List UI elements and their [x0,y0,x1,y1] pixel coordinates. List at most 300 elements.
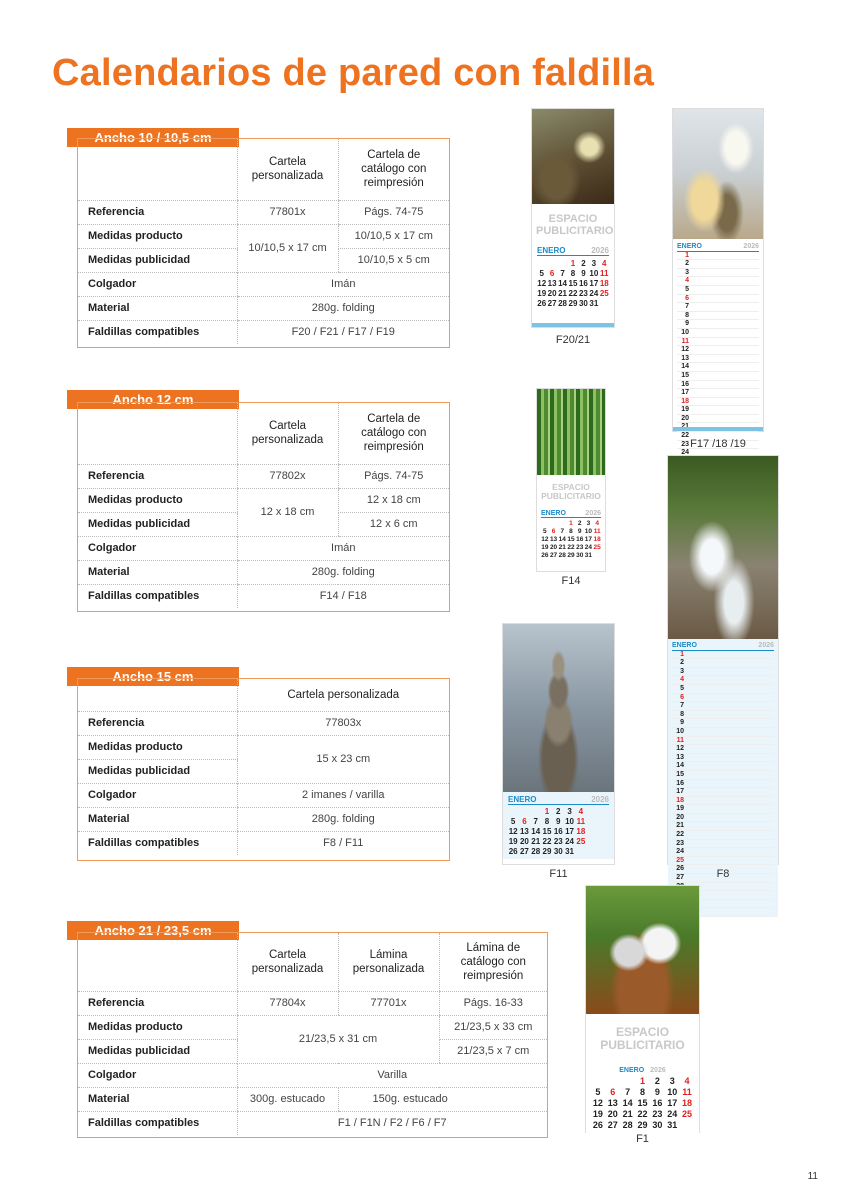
calendar-month: ENERO [672,642,697,649]
row-label: Medidas publicidad [78,512,237,536]
calendar-blank [541,520,549,527]
calendar-day: 15 [676,770,684,778]
cell: 12 x 18 cm [237,488,338,536]
cell: 21/23,5 x 7 cm [439,1039,547,1063]
calendar-day-row [672,857,774,866]
calendar-day: 12 [541,536,549,543]
calendar-day-row [677,312,759,321]
calendar-blank [606,1076,620,1086]
calendar-day-row [677,406,759,415]
calendar-day: 4 [578,807,584,816]
calendar-day: 2 [685,260,689,268]
calendar-day: 20 [547,289,557,298]
calendar-day: 17 [589,279,599,288]
calendar-day: 11 [600,269,609,278]
calendar-day: 2 [577,520,582,527]
calendar-day-row [672,797,774,806]
product-caption: F14 [561,575,581,587]
calendar-day: 9 [577,528,582,535]
calendar-day: 6 [549,269,555,278]
calendar-day: 6 [522,817,527,826]
calendar-day: 2 [581,259,586,268]
calendar-day: 5 [543,528,547,535]
calendar-day: 1 [570,259,576,268]
calendar-day: 9 [581,269,586,278]
calendar-day: 26 [541,552,549,559]
calendar-day: 9 [654,1087,660,1097]
cell: Imán [237,272,449,296]
mini-calendar [532,242,614,312]
calendar-day: 29 [567,552,575,559]
calendar-month: ENERO [541,510,566,517]
calendar-day: 31 [565,847,575,856]
calendar-day: 19 [508,837,518,846]
calendar-day: 14 [558,279,568,288]
product-f20-image [531,108,615,328]
calendar-day: 7 [533,817,538,826]
section-badge: Ancho 15 cm [67,667,239,686]
calendar-day: 24 [584,544,593,551]
calendar-day: 10 [667,1087,678,1097]
section-badge: Ancho 10 / 10,5 cm [67,128,239,147]
calendar-day-row [672,711,774,720]
calendar-day: 12 [537,279,547,288]
calendar-day: 21 [622,1109,633,1119]
calendar-day-row [672,685,774,694]
calendar-day-row [672,831,774,840]
row-label: Referencia [78,711,237,735]
calendar-days [508,807,586,856]
calendar-day: 16 [576,536,584,543]
calendar-day: 22 [568,289,578,298]
row-label: Faldillas compatibles [88,837,200,850]
calendar-blank [558,520,566,527]
calendar-day-row [677,381,759,390]
row-label: Material [78,560,237,584]
spec-table-21cm [77,932,548,1138]
calendar-day-row [677,389,759,398]
calendar-day: 26 [508,847,518,856]
calendar-day: 28 [558,552,566,559]
calendar-blank [519,807,529,816]
cell: 12 x 18 cm [338,488,449,512]
calendar-day: 27 [549,552,558,559]
calendar-day-row [677,295,759,304]
calendar-blank [547,259,556,268]
calendar-day-row [672,754,774,763]
col-header: Lámina personalizada [338,933,439,991]
bamboo-photo [537,389,605,475]
cell: 10/10,5 x 17 cm [338,224,449,248]
cell: 21/23,5 x 31 cm [237,1015,439,1063]
kittens-photo [586,886,699,1014]
col-header: Cartela personalizada [237,679,449,711]
calendar-day: 29 [542,847,552,856]
cell: Págs. 74-75 [338,464,449,488]
calendar-day-row [677,286,759,295]
calendar-day: 13 [676,753,684,761]
calendar-day-row [672,814,774,823]
calendar-day-row [672,676,774,685]
row-label: Material [78,296,237,320]
row-label: Faldillas compatibles [88,590,200,603]
calendar-day: 5 [510,817,516,826]
calendar-day: 9 [556,817,561,826]
calendar-day: 17 [681,389,689,397]
calendar-day: 30 [576,552,584,559]
calendar-day: 13 [607,1098,618,1108]
calendar-year: 2026 [591,246,609,255]
calendar-day: 15 [637,1098,648,1108]
col-header: Cartela personalizada [237,139,338,200]
row-label: Referencia [78,991,237,1015]
espacio-publicitario: ESPACIO PUBLICITARIO [541,482,601,501]
calendar-day: 25 [682,1109,693,1119]
calendar-day: 15 [542,827,552,836]
row-label: Medidas producto [78,1015,237,1039]
row-label: Medidas publicidad [78,248,237,272]
calendar-day: 7 [560,528,565,535]
calendar-day: 24 [667,1109,678,1119]
calendar-day: 10 [565,817,575,826]
calendar-day: 30 [553,847,563,856]
calendar-day: 20 [607,1109,618,1119]
calendar-day: 15 [681,371,689,379]
calendar-day-row [677,355,759,364]
calendar-day: 8 [569,528,573,535]
calendar-day: 11 [682,1087,692,1097]
calendar-day: 14 [681,363,689,371]
calendar-day: 8 [639,1087,645,1097]
calendar-day: 4 [684,1076,690,1086]
calendar-day: 28 [622,1120,633,1130]
calendar-day: 1 [685,251,689,259]
calendar-day: 4 [685,277,689,285]
calendar-day: 12 [676,745,684,753]
cell: 10/10,5 x 17 cm [237,224,338,272]
calendar-day: 1 [680,650,684,658]
row-label: Colgador [78,783,237,807]
calendar-day: 16 [676,779,684,787]
calendar-day-row [677,363,759,372]
cell: F1 / F1N / F2 / F6 / F7 [237,1111,547,1135]
calendar-year: 2026 [758,642,774,649]
calendar-day: 2 [556,807,561,816]
row-label: Faldillas compatibles [88,326,200,339]
calendar-day: 23 [576,544,584,551]
calendar-day: 20 [519,837,529,846]
row-label: Referencia [78,464,237,488]
calendar-day: 6 [685,294,689,302]
calendar-day: 26 [676,865,684,873]
calendar-day-row [672,651,774,660]
calendar-day: 22 [542,837,552,846]
calendar-blank [550,520,558,527]
row-label: Faldillas compatibles [88,1117,200,1130]
page-title: Calendarios de pared con faldilla [52,52,655,94]
cell: F14 / F18 [237,584,449,608]
calendar-day: 27 [676,874,684,882]
calendar-day: 3 [680,667,684,675]
calendar-day: 16 [578,279,588,288]
calendar-year: 2026 [650,1067,666,1074]
calendar-day: 28 [558,299,568,308]
calendar-day: 16 [681,380,689,388]
calendar-month: ENERO [508,795,537,804]
col-header: Cartela de catálogo con reimpresión [338,403,449,464]
calendar-day: 4 [595,520,599,527]
cell: 77701x [338,991,439,1015]
row-label: Colgador [78,1063,237,1087]
calendar-day-row [672,822,774,831]
calendar-day: 19 [681,406,689,414]
cell: Págs. 74-75 [338,200,449,224]
espacio-publicitario: ESPACIO PUBLICITARIO [600,1025,685,1052]
calendar-day-row [672,659,774,668]
calendar-day: 9 [680,719,684,727]
calendar-blank [558,259,567,268]
calendar-day: 13 [547,279,557,288]
spec-table-10cm [77,138,450,348]
calendar-day: 13 [549,536,558,543]
calendar-day: 11 [593,528,601,535]
calendar-day: 21 [531,837,541,846]
calendar-day: 24 [676,848,684,856]
cell: 280g. folding [237,560,449,584]
calendar-year: 2026 [585,510,601,517]
calendar-day: 14 [531,827,541,836]
row-label: Medidas publicidad [78,1039,237,1063]
calendar-day-row [672,702,774,711]
calendar-year: 2026 [743,243,759,250]
calendar-day: 10 [681,328,689,336]
calendar-day: 3 [669,1076,675,1086]
col-header: Cartela personalizada [237,933,338,991]
col-header: Cartela de catálogo con reimpresión [338,139,449,200]
calendar-day: 18 [593,536,601,543]
calendar-day-row [677,372,759,381]
section-badge: Ancho 21 / 23,5 cm [67,921,239,940]
calendar-day: 27 [547,299,557,308]
calendar-day: 23 [553,837,563,846]
calendar-day: 20 [549,544,558,551]
calendar-day: 14 [558,536,566,543]
calendar-day: 12 [592,1098,603,1108]
food-photo [532,109,614,204]
calendar-day-row [672,848,774,857]
calendar-day-row [672,788,774,797]
stones-photo [503,624,614,792]
calendar-day: 21 [558,289,568,298]
calendar-day: 11 [681,337,689,345]
calendar-day: 3 [685,268,689,276]
calendar-month: ENERO [677,243,702,250]
espacio-publicitario: ESPACIO PUBLICITARIO [536,213,614,237]
mini-calendar [586,1064,699,1133]
page-number: 11 [807,1171,818,1182]
calendar-day: 6 [610,1087,616,1097]
cell: 77802x [237,464,338,488]
cell: Págs. 16-33 [439,991,547,1015]
product-f14-image [536,388,606,572]
calendar-day: 14 [676,762,684,770]
calendar-day: 17 [676,788,684,796]
calendar-day-row [672,805,774,814]
calendar-day: 18 [681,397,689,405]
calendar-day: 6 [680,693,684,701]
calendar-day: 26 [537,299,547,308]
calendar-year: 2026 [591,795,609,804]
calendar-day: 31 [584,552,593,559]
calendar-day: 2 [654,1076,660,1086]
calendar-day: 5 [680,684,684,692]
spec-table-15cm [77,678,450,861]
calendar-day: 21 [676,822,684,830]
calendar-day: 24 [681,449,689,457]
cell: F20 / F21 / F17 / F19 [237,320,449,344]
calendar-blank [621,1076,635,1086]
calendar-day-row [672,737,774,746]
cell: 150g. estucado [338,1087,547,1111]
calendar-day-row [672,745,774,754]
calendar-day: 19 [537,289,547,298]
calendar-day: 8 [680,710,684,718]
cell: 77801x [237,200,338,224]
product-caption: F1 [636,1133,649,1145]
calendar-day: 17 [584,536,593,543]
calendar-day: 1 [544,807,550,816]
row-label: Material [78,807,237,831]
cell: 300g. estucado [237,1087,338,1111]
calendar-day-row [677,303,759,312]
calendar-day: 25 [599,289,609,298]
calendar-day: 7 [685,303,689,311]
calendar-day: 7 [560,269,565,278]
calendar-day: 8 [544,817,550,826]
calendar-day-row [677,346,759,355]
calendar-day: 5 [539,269,544,278]
cell: 77804x [237,991,338,1015]
calendar-day: 23 [578,289,588,298]
calendar-day: 8 [685,311,689,319]
calendar-day: 21 [558,544,566,551]
calendar-day: 15 [568,279,578,288]
calendar-day: 23 [676,839,684,847]
calendar-day: 13 [519,827,529,836]
cell: Varilla [237,1063,547,1087]
calendar-day-row [677,277,759,286]
calendar-day: 1 [639,1076,645,1086]
calendar-day: 9 [685,320,689,328]
calendar-day: 3 [567,807,572,816]
calendar-day: 5 [685,285,689,293]
calendar-day: 12 [681,346,689,354]
cell: 15 x 23 cm [237,735,449,783]
calendar-day-row [677,398,759,407]
product-f11-image [502,623,615,865]
calendar-day: 22 [676,831,684,839]
row-label: Material [78,1087,237,1111]
calendar-day: 18 [576,827,586,836]
product-caption: F11 [549,868,568,880]
calendar-day: 31 [667,1120,678,1130]
calendar-day-row [672,762,774,771]
col-header: Lámina de catálogo con reimpresión [439,933,547,991]
calendar-day: 1 [569,520,573,527]
calendar-days [537,259,609,308]
calendar-day: 24 [589,289,599,298]
dairy-photo [673,109,763,239]
calendar-blank [537,259,546,268]
calendar-day: 3 [591,259,597,268]
calendar-month: ENERO [619,1067,645,1074]
calendar-day-row [677,252,759,261]
row-label: Medidas producto [78,488,237,512]
calendar-day: 8 [570,269,576,278]
calendar-day-row [672,719,774,728]
calendar-day-row [677,269,759,278]
cell: 280g. folding [237,807,449,831]
calendar-day: 18 [676,796,684,804]
calendar-day: 20 [676,813,684,821]
calendar-day: 10 [589,269,599,278]
calendar-day: 11 [576,817,586,826]
calendar-day: 2 [680,659,684,667]
calendar-day: 6 [551,528,556,535]
calendar-day: 23 [652,1109,663,1119]
row-label: Colgador [78,536,237,560]
calendar-day: 24 [565,837,575,846]
calendar-day: 7 [680,702,684,710]
calendar-day: 11 [676,736,684,744]
calendar-day: 13 [681,354,689,362]
calendar-day: 16 [553,827,563,836]
calendar-day: 12 [508,827,518,836]
product-caption: F20/21 [555,334,591,346]
calendar-day-row [677,329,759,338]
row-label: Colgador [78,272,237,296]
calendar-day: 18 [599,279,609,288]
calendar-day-row [672,668,774,677]
calendar-day: 5 [595,1087,601,1097]
calendar-day: 18 [682,1098,693,1108]
calendar-blank [531,807,541,816]
calendar-day: 29 [637,1120,648,1130]
cell: Imán [237,536,449,560]
calendar-day: 27 [519,847,529,856]
cell: 280g. folding [237,296,449,320]
calendar-day: 17 [565,827,575,836]
calendar-day-row [672,694,774,703]
product-caption: F8 [716,868,730,880]
col-header: Cartela personalizada [237,403,338,464]
calendar-day: 22 [681,432,689,440]
calendar-day: 19 [676,805,684,813]
cell: 12 x 6 cm [338,512,449,536]
calendar-day: 16 [652,1098,663,1108]
calendar-day: 10 [584,528,593,535]
calendar-day-row [677,260,759,269]
calendar-blank [591,1076,605,1086]
calendar-day: 31 [589,299,599,308]
calendar-day: 14 [622,1098,633,1108]
cell: 77803x [237,711,449,735]
calendar-day: 3 [586,520,591,527]
calendar-day: 4 [680,676,684,684]
product-caption: F17 /18 /19 [690,438,746,450]
calendar-day: 26 [592,1120,603,1130]
calendar-day: 28 [531,847,541,856]
